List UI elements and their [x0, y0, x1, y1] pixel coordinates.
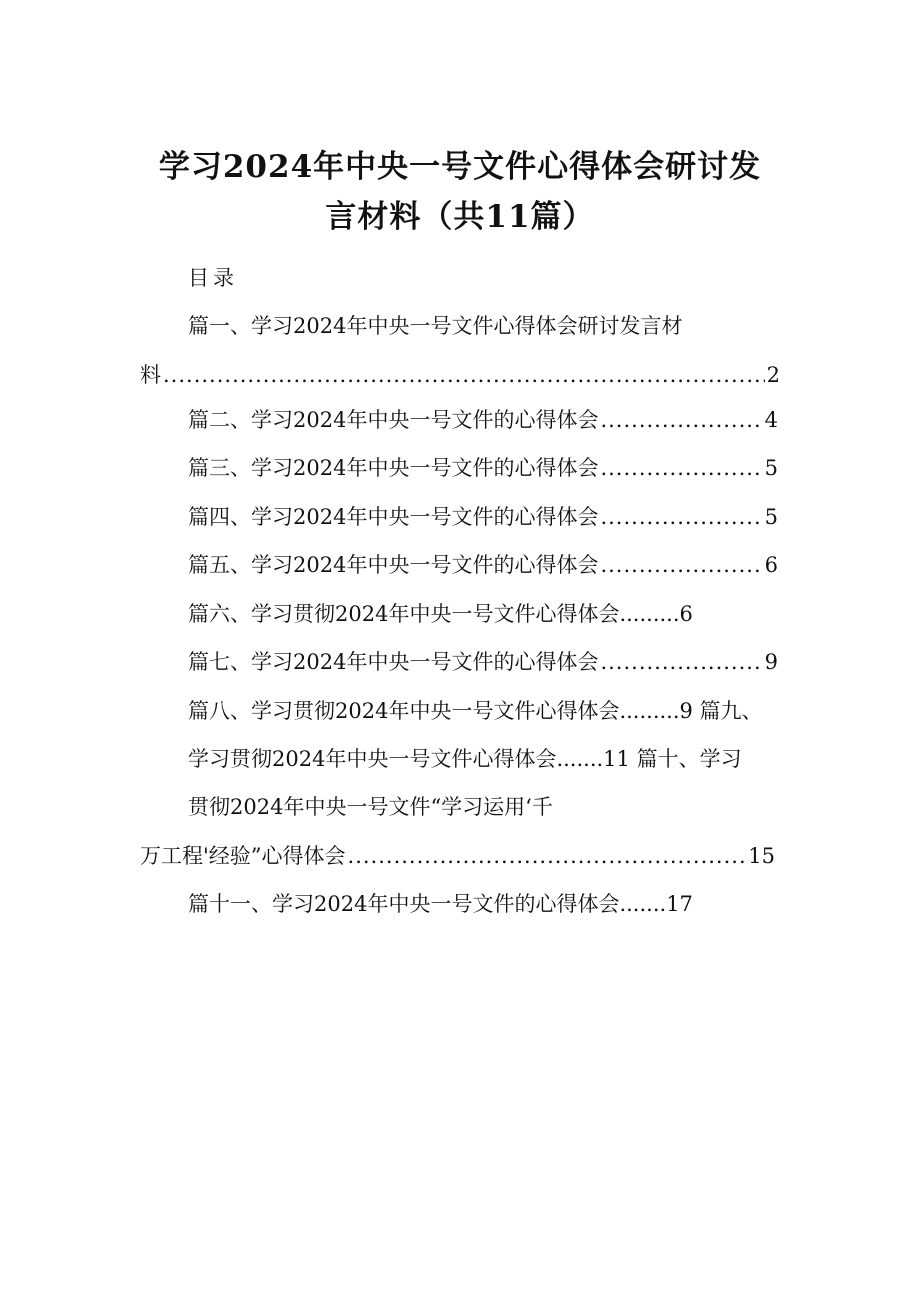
- toc-entry-text: 篇七、学习2024年中央一号文件的心得体会: [188, 650, 599, 674]
- toc-entry-4: [188, 503, 778, 531]
- document-title-line-1: 学习2024年中央一号文件心得体会研讨发: [158, 149, 762, 185]
- toc-leader-dots: [600, 454, 762, 482]
- toc-page-number: 2: [766, 363, 780, 387]
- toc-leader-dots: [600, 648, 762, 676]
- toc-leader-dots: [600, 406, 762, 434]
- toc-entry-text: 篇二、学习2024年中央一号文件的心得体会: [188, 408, 599, 432]
- toc-leader-dots: [600, 503, 762, 531]
- toc-entry-text: 篇三、学习2024年中央一号文件的心得体会: [188, 456, 599, 480]
- toc-entry-10: [140, 842, 775, 870]
- toc-heading: 目录: [188, 266, 238, 290]
- toc-leader-dots: [348, 842, 747, 870]
- toc-page-number: 15: [748, 844, 775, 868]
- toc-entry-6: [188, 600, 693, 628]
- toc-entry-1-line-1: 篇一、学习2024年中央一号文件心得体会研讨发言材: [188, 314, 683, 338]
- toc-leader-dots: [163, 361, 765, 389]
- toc-entry-text: 篇六、学习贯彻2024年中央一号文件心得体会: [188, 602, 620, 626]
- toc-leader-dots: .........: [619, 602, 680, 626]
- toc-page-number: 6: [764, 553, 778, 577]
- toc-page-number: 6: [679, 602, 693, 626]
- toc-entry-text: 篇十一、学习2024年中央一号文件的心得体会: [188, 892, 620, 916]
- toc-entry-1-line-2: 料: [140, 363, 161, 387]
- toc-entry-9-line: 学习贯彻2024年中央一号文件心得体会.......11 篇十、学习: [188, 747, 742, 771]
- toc-entry-1: [140, 361, 780, 389]
- toc-leader-dots: .......: [619, 892, 667, 916]
- toc-entry-2: [188, 406, 778, 434]
- document-title-line-2: 言材料（共11篇）: [325, 199, 595, 235]
- toc-leader-dots: [600, 551, 762, 579]
- toc-page-number: 5: [764, 505, 778, 529]
- toc-page-number: 9: [764, 650, 778, 674]
- toc-entry-7: [188, 648, 778, 676]
- toc-entry-3: [188, 454, 778, 482]
- toc-entry-10-line-1: 贯彻2024年中央一号文件“学习运用‘千: [188, 795, 553, 819]
- toc-entry-text: 篇五、学习2024年中央一号文件的心得体会: [188, 553, 599, 577]
- toc-entry-5: [188, 551, 778, 579]
- toc-page-number: 4: [764, 408, 778, 432]
- toc-page-number: 17: [666, 892, 693, 916]
- toc-entry-text: 篇四、学习2024年中央一号文件的心得体会: [188, 505, 599, 529]
- toc-page-number: 5: [764, 456, 778, 480]
- toc-entry-11: [188, 890, 693, 918]
- toc-entry-8-line: 篇八、学习贯彻2024年中央一号文件心得体会.........9 篇九、: [188, 699, 763, 723]
- toc-entry-text: 万工程'经验”心得体会: [140, 844, 346, 868]
